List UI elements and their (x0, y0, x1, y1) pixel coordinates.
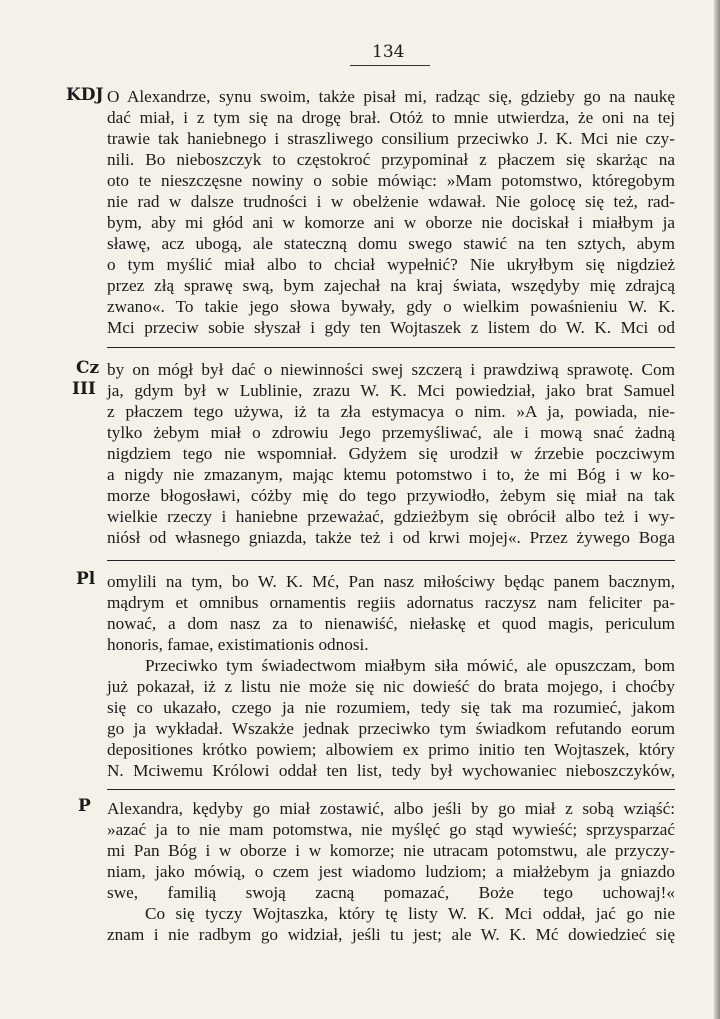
text-line: wielkie rzeczy i haniebne przeważać, gdzieżbym się obrócił albo też i wy- (107, 507, 675, 526)
text-line: o tym myślić miał albo to chciał wypełnić? Nie ukryłbym się nigdzież (107, 255, 675, 274)
text-line: honoris, famae, existimationis odnosi. (107, 635, 369, 654)
section-separator (107, 560, 675, 561)
text-line: zwano«. To takie jego słowa bywały, gdy o wielkim powaśnieniu W. K. (107, 297, 675, 316)
text-line: oto te nieszczęsne nowiny o sobie mówiąc: »Mam potomstwo, któregobym (107, 171, 675, 190)
text-line: mi Pan Bóg i w oborze i w komorze; nie utracam potomstwu, ale przyczy- (107, 841, 675, 860)
text-line: z płaczem tego używa, iż ta zła estymacya o nim. »A ja, powiada, nie- (107, 402, 675, 421)
text-line: trawie tak haniebnego i straszliwego consilium przeciwko J. K. Mci nie czy- (107, 129, 675, 148)
text-line: dać miał, i z tym się na drogę brał. Otóż to mnie utwierdza, że oni na tej (107, 108, 675, 127)
page-number: 134 (372, 42, 405, 62)
text-line: znam i nie radbym go widział, jeśli tu jest; ale W. K. Mć dowiedzieć się (107, 925, 675, 944)
text-line: omylili na tym, bo W. K. Mć, Pan nasz miłościwy będąc panem bacznym, (107, 572, 675, 591)
text-line: swe, familią swoją zacną pomazać, Boże tego uchowaj!« (107, 883, 675, 902)
text-line: przez złą sprawę swą, bym zajechał na kraj świata, wszędyby mię zdrajcą (107, 276, 675, 295)
text-line: Alexandra, kędyby go miał zostawić, albo jeśli by go miał z sobą wziąść: (107, 799, 675, 818)
text-line: Przeciwko tym świadectwom miałbym siła mówić, ale opuszczam, bom (145, 656, 675, 675)
text-line: mądrym et omnibus ornamentis regiis adornatus raczysz nam feliciter pa- (107, 593, 675, 612)
text-line: Co się tyczy Wojtaszka, który tę listy W. K. Mci oddał, jać go nie (145, 904, 675, 923)
text-line: tylko żebym miał o zdrowiu Jego przemyśliwać, ale i mową snać żadną (107, 423, 675, 442)
siglum-p: P (78, 796, 91, 816)
text-line: by on mógł był dać o niewinności swej szczerą i prawdziwą sprawotę. Com (107, 360, 675, 379)
text-line: sławę, acz ubogą, ale stateczną domu swego stawić na ten sztych, abym (107, 234, 675, 253)
text-line: bym, aby mi głód ani w komorze ani w oborze nie dociskał i miałbym ja (107, 213, 675, 232)
text-line: go ja wykładał. Wszakże jednak przeciwko tym świadkom refutando eorum (107, 719, 675, 738)
text-line: N. Mciwemu Królowi oddał ten list, tedy był wychowaniec nieboszczyków, (107, 761, 675, 780)
siglum-cz: Cz (76, 358, 100, 378)
siglum-kdj: KDJ (66, 85, 104, 105)
text-line: niam, jako mówią, o czem jest wiadomo ludziom; a miałżebym ja gniazdo (107, 862, 675, 881)
text-line: depositiones krótko powiem; albowiem ex primo initio ten Wojtaszek, który (107, 740, 675, 759)
section-separator (107, 789, 675, 790)
text-line: nigdziem tego nie wspomniał. Gdyżem się urodził w źrzebie poczciwym (107, 444, 675, 463)
text-line: »azać ja to nie mam potomstwa, nie myślęć go stąd wywieść; sprzysparzać (107, 820, 675, 839)
page-edge-shadow (714, 0, 720, 1019)
text-line: ja, gdym był w Lublinie, zrazu W. K. Mci powiedział, jako brat Samuel (107, 381, 675, 400)
text-line: morze błogosławi, cóżby mię do tego przywiodło, żebym się miał na tak (107, 486, 675, 505)
text-line: a nigdy nie zmazanym, mając ktemu potomstwo i to, że mi Bóg i w ko- (107, 465, 675, 484)
text-line: już pokazał, iż z listu nie może się nic dowieść do brata mojego, i choćby (107, 677, 675, 696)
siglum-pl: Pl (76, 569, 96, 589)
text-line: nie rad w dalsze trudności i w obelżenie wdawał. Nie golocę się też, rad- (107, 192, 675, 211)
text-line: nować, a dom nasz za to nienawiść, niełaskę et quod magis, periculum (107, 614, 675, 633)
text-line: się co ukazało, czego ja nie rozumiem, tedy się tak ma rozumieć, jakom (107, 698, 675, 717)
text-line: O Alexandrze, synu swoim, także pisał mi, radząc się, gdzieby go na naukę (107, 87, 675, 106)
text-line: niósł od własnego gniazda, także też i od krwi mojej«. Przez żywego Boga (107, 528, 675, 547)
text-line: nili. Bo nieboszczyk to częstokroć przypominał z płaczem się skarżąc na (107, 150, 675, 169)
siglum-iii: III (72, 379, 96, 399)
text-line: Mci przeciw sobie słyszał i gdy ten Wojtaszek z listem do W. K. Mci od (107, 318, 675, 337)
page-number-rule (350, 65, 430, 66)
section-separator (107, 347, 675, 348)
